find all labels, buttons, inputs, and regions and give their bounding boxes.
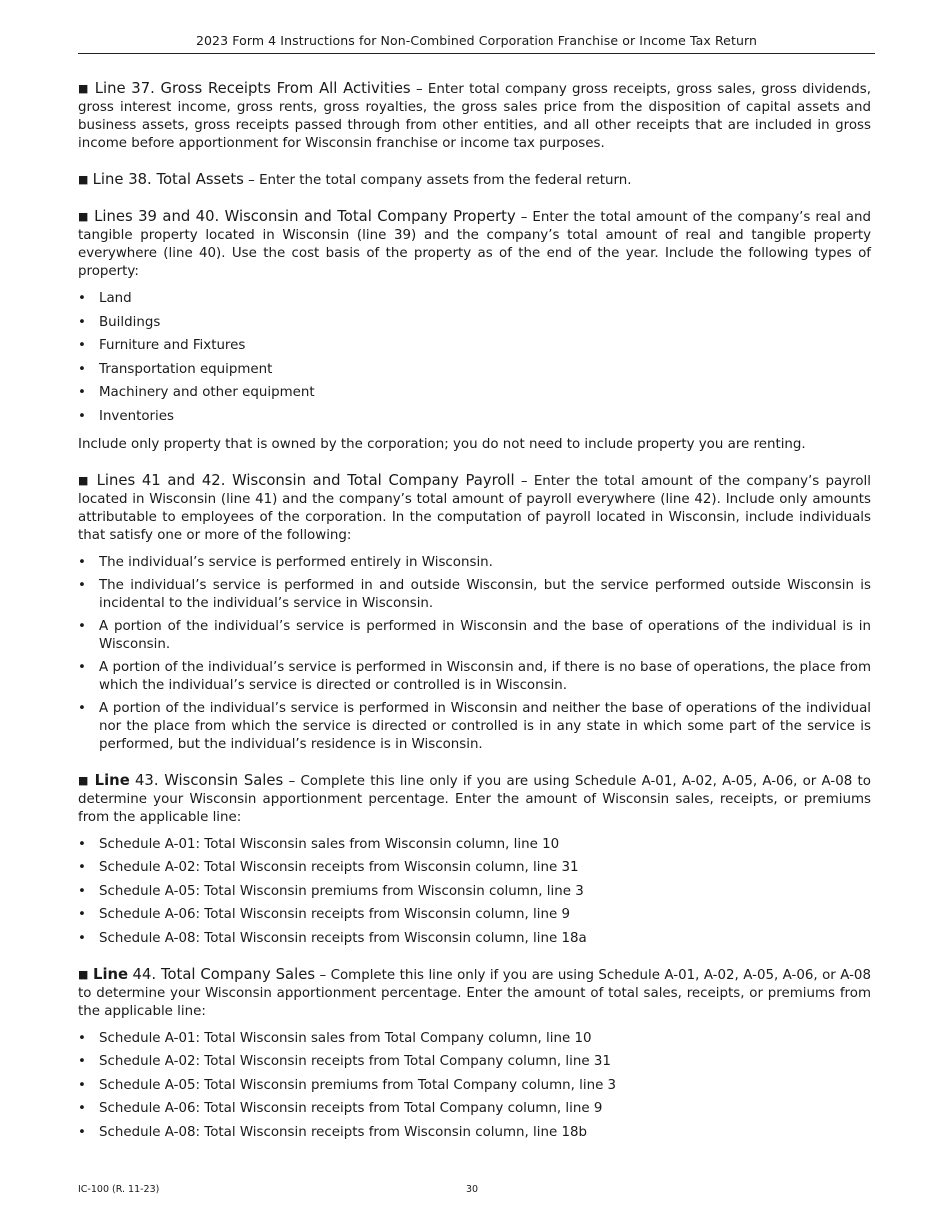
square-bullet-icon: ■	[78, 210, 90, 223]
bullet-icon: •	[78, 385, 86, 400]
section-body: Complete this line only if you are using Schedule A-01, A-02, A-05, A-06, or A-08 to determine your Wisconsin apportionment percentage. Enter the amount of total sales, receipts, or premiums from the applicable line:	[78, 967, 871, 1019]
section-heading: Lines 41 and 42. Wisconsin and Total Company Payroll	[96, 471, 515, 489]
section-line-37: ■ Line 37. Gross Receipts From All Activities – Enter total company gross receipts, gross sales, gross dividends, gross interest income, gross rents, gross royalties, the gross sales price from the disposition of capital assets and business assets, gross receipts passed through from other entities, and all other receipts that are included in gross income before apportionment for Wisconsin franchise or income tax purposes.	[78, 80, 871, 151]
list-item: • The individual’s service is performed in and outside Wisconsin, but the service performed outside Wisconsin is incidental to the individual’s service in Wisconsin.	[78, 577, 871, 611]
section-body: Enter the total amount of the company’s payroll located in Wisconsin (line 41) and the company’s total amount of payroll everywhere (line 42). Include only amounts attributable to employees of the corporation. In the computation of payroll located in Wisconsin, include individuals that satisfy one or more of the following:	[78, 473, 871, 543]
bullet-icon: •	[78, 554, 86, 570]
section-line-43: ■ Line 43. Wisconsin Sales – Complete this line only if you are using Schedule A-01, A-02, A-05, A-06, or A-08 to determine your Wisconsin apportionment percentage. Enter the amount of Wisconsin sales, receipts, or premiums from the applicable line:	[78, 771, 871, 825]
header-rule	[78, 53, 875, 54]
bullet-icon: •	[78, 836, 86, 852]
bullet-icon: •	[78, 1054, 86, 1069]
section-heading: Line 37. Gross Receipts From All Activities	[94, 80, 411, 97]
list-item: • Buildings	[78, 314, 161, 330]
section-body: Enter total company gross receipts, gross sales, gross dividends, gross interest income, gross rents, gross royalties, the gross sales price from the disposition of capital assets and business assets, gross receipts passed through from other entities, and all other receipts that are included in gross income before apportionment for Wisconsin franchise or income tax purposes.	[78, 82, 871, 151]
bullet-icon: •	[78, 1101, 86, 1116]
list-item: • Schedule A-08: Total Wisconsin receipts from Wisconsin column, line 18b	[78, 1124, 588, 1140]
bullet-icon: •	[78, 618, 86, 634]
section-line-44: ■ Line 44. Total Company Sales – Complete this line only if you are using Schedule A-01, A-02, A-05, A-06, or A-08 to determine your Wisconsin apportionment percentage. Enter the amount of total sales, receipts, or premiums from the applicable line:	[78, 965, 871, 1019]
payroll-criteria-list	[78, 554, 871, 754]
bullet-icon: •	[78, 1077, 86, 1093]
section-heading: 43. Wisconsin Sales	[135, 771, 284, 789]
list-item: • Schedule A-01: Total Wisconsin sales from Wisconsin column, line 10	[78, 836, 560, 852]
list-item: • Schedule A-01: Total Wisconsin sales from Total Company column, line 10	[78, 1030, 592, 1046]
list-item: • A portion of the individual’s service is performed in Wisconsin and neither the base of operations of the individual nor the place from which the service is directed or controlled is in any state in which some part of the service is performed, but the individual’s residence is in Wisconsin.	[78, 700, 871, 752]
square-bullet-icon: ■	[78, 82, 90, 95]
bullet-icon: •	[78, 577, 86, 593]
section-body: Enter the total company assets from the federal return.	[259, 173, 632, 188]
section-heading: Lines 39 and 40. Wisconsin and Total Company Property	[94, 208, 516, 225]
square-bullet-icon: ■	[78, 967, 89, 981]
list-item: • A portion of the individual’s service is performed in Wisconsin and, if there is no base of operations, the place from which the individual’s service is directed or controlled is in Wisconsin.	[78, 659, 871, 693]
bullet-icon: •	[78, 291, 86, 306]
bullet-icon: •	[78, 314, 86, 330]
list-item: • Schedule A-06: Total Wisconsin receipts from Total Company column, line 9	[78, 1101, 603, 1116]
wisconsin-sales-schedule-list	[78, 836, 871, 948]
list-item: • Schedule A-05: Total Wisconsin premiums from Total Company column, line 3	[78, 1077, 617, 1093]
section-lines-39-40: ■ Lines 39 and 40. Wisconsin and Total Company Property – Enter the total amount of the company’s real and tangible property located in Wisconsin (line 39) and the company’s total amount of real and tangible property everywhere (line 40). Use the cost basis of the property as of the end of the year. Include the following types of property:	[78, 208, 871, 279]
bullet-icon: •	[78, 860, 86, 875]
list-item: • Schedule A-08: Total Wisconsin receipts from Wisconsin column, line 18a	[78, 930, 587, 946]
bullet-icon: •	[78, 361, 86, 377]
bullet-icon: •	[78, 408, 86, 424]
bullet-icon: •	[78, 930, 86, 946]
list-item: • Schedule A-02: Total Wisconsin receipts from Wisconsin column, line 31	[78, 860, 579, 875]
square-bullet-icon: ■	[78, 173, 89, 186]
section-heading: 44. Total Company Sales	[132, 965, 316, 983]
list-item: • Land	[78, 291, 132, 306]
bullet-icon: •	[78, 907, 86, 922]
section-label: Line	[94, 771, 130, 789]
list-item: • Machinery and other equipment	[78, 385, 315, 400]
list-item: • Schedule A-02: Total Wisconsin receipts from Total Company column, line 31	[78, 1054, 611, 1069]
page-content	[78, 80, 871, 1147]
list-item: • Schedule A-05: Total Wisconsin premiums from Wisconsin column, line 3	[78, 883, 584, 899]
bullet-icon: •	[78, 338, 86, 353]
total-company-sales-schedule-list	[78, 1030, 871, 1142]
section-body: Enter the total amount of the company’s real and tangible property located in Wisconsin (line 39) and the company’s total amount of real and tangible property everywhere (line 40). Use the cost basis of the property as of the end of the year. Include the following types of property:	[78, 210, 871, 279]
section-heading: Line 38. Total Assets	[92, 171, 244, 188]
footer-form-id: IC-100 (R. 11-23)	[78, 1184, 160, 1195]
section-lines-41-42: ■ Lines 41 and 42. Wisconsin and Total Company Payroll – Enter the total amount of the company’s payroll located in Wisconsin (line 41) and the company’s total amount of payroll everywhere (line 42). Include only amounts attributable to employees of the corporation. In the computation of payroll located in Wisconsin, include individuals that satisfy one or more of the following:	[78, 471, 871, 543]
list-item: • Transportation equipment	[78, 361, 273, 377]
page-header-title: 2023 Form 4 Instructions for Non-Combined Corporation Franchise or Income Tax Return	[195, 33, 758, 48]
list-item: • Schedule A-06: Total Wisconsin receipts from Wisconsin column, line 9	[78, 907, 570, 922]
section-body: Complete this line only if you are using Schedule A-01, A-02, A-05, A-06, or A-08 to determine your Wisconsin apportionment percentage. Enter the amount of Wisconsin sales, receipts, or premiums from the applicable line:	[78, 773, 871, 825]
list-item: • A portion of the individual’s service is performed in Wisconsin and the base of operations of the individual is in Wisconsin.	[78, 618, 871, 652]
section-line-38: ■ Line 38. Total Assets – Enter the total company assets from the federal return.	[78, 171, 632, 188]
bullet-icon: •	[78, 659, 86, 675]
list-item: • Furniture and Fixtures	[78, 338, 246, 353]
square-bullet-icon: ■	[78, 773, 90, 787]
square-bullet-icon: ■	[78, 473, 91, 487]
bullet-icon: •	[78, 700, 86, 716]
property-types-list	[78, 290, 871, 426]
property-note: Include only property that is owned by the corporation; you do not need to include property you are renting.	[78, 436, 806, 452]
list-item: • Inventories	[78, 408, 174, 424]
section-label: Line	[93, 965, 129, 983]
bullet-icon: •	[78, 1030, 86, 1046]
list-item: • The individual’s service is performed entirely in Wisconsin.	[78, 554, 493, 570]
bullet-icon: •	[78, 1124, 86, 1140]
bullet-icon: •	[78, 883, 86, 899]
footer-page-number: 30	[466, 1184, 479, 1195]
